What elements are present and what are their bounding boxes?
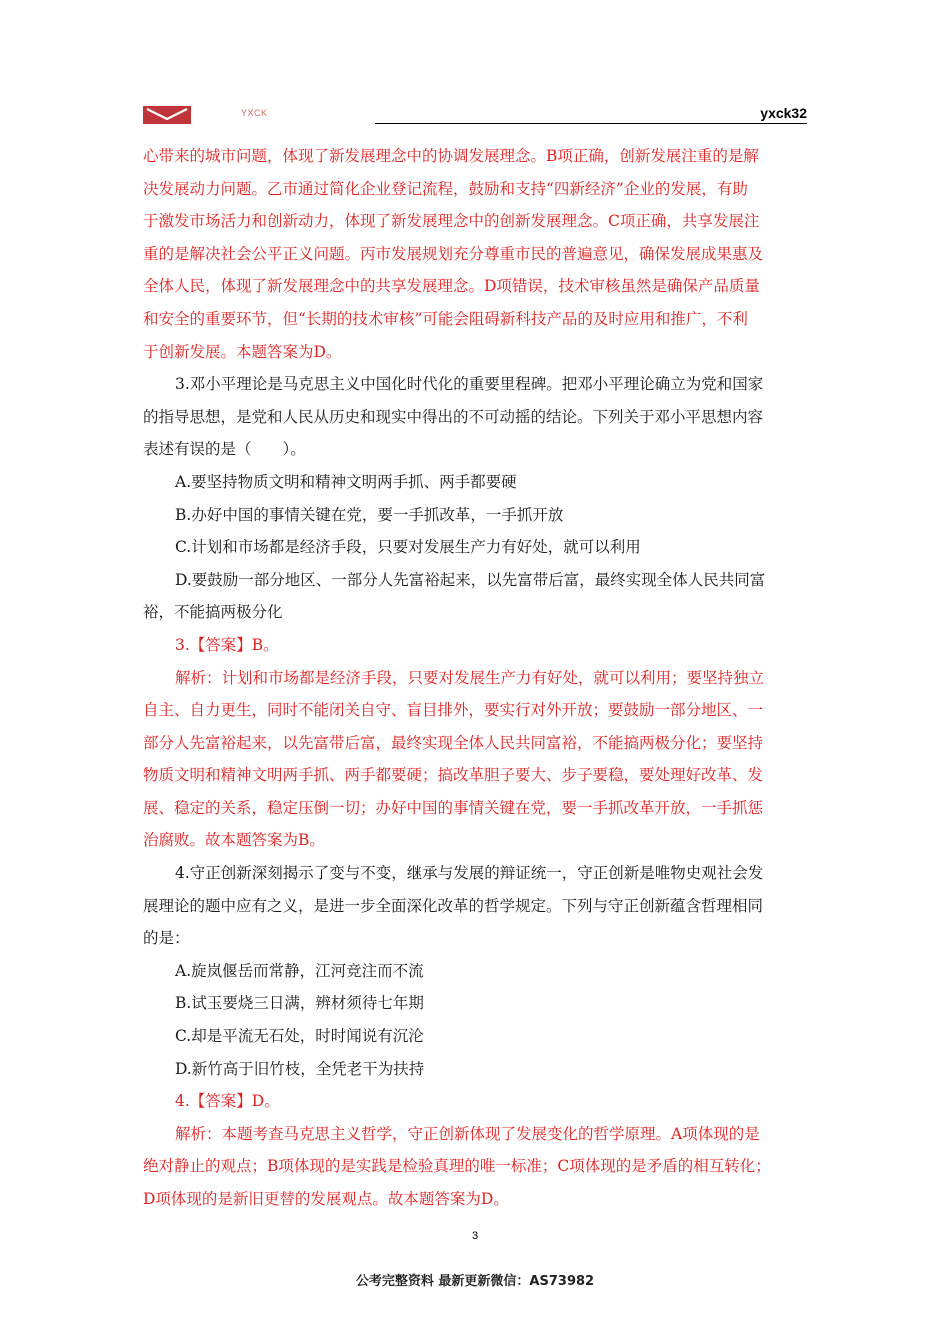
q4-explanation-line: 解析：本题考查马克思主义哲学，守正创新体现了发展变化的哲学原理。A项体现的是 [175, 1124, 760, 1143]
q3-explanation-line: 展、稳定的关系，稳定压倒一切；办好中国的事情关键在党，要一手抓改革开放，一手抓惩 [143, 798, 764, 817]
q3-option-b: B.办好中国的事情关键在党，要一手抓改革，一手抓开放 [175, 505, 564, 524]
logo-text: YXCK [241, 108, 268, 118]
page-header [143, 100, 807, 126]
q4-option-d: D.新竹高于旧竹枝，全凭老干为扶持 [175, 1059, 425, 1078]
footer-note: 公考完整资料 最新更新微信：AS73982 [355, 1274, 595, 1289]
q4-explanation-line: D项体现的是新旧更替的发展观点。故本题答案为D。 [143, 1190, 509, 1208]
q3-explanation-line: 部分人先富裕起来，以先富带后富，最终实现全体人民共同富裕，不能搞两极分化；要坚持 [143, 733, 764, 752]
q2-explanation-line: 重的是解决社会公平正义问题。丙市发展规划充分尊重市民的普遍意见，确保发展成果惠及 [143, 244, 764, 263]
document-body [143, 140, 807, 1216]
q3-stem-line: 表述有误的是（ ）。 [143, 440, 306, 459]
q4-option-c: C.却是平流无石处，时时闻说有沉沦 [175, 1027, 424, 1046]
header-code: yxck32 [760, 105, 807, 121]
q3-option-d-continued: 裕，不能搞两极分化 [143, 603, 283, 622]
q3-option-d: D.要鼓励一部分地区、一部分人先富裕起来，以先富带后富，最终实现全体人民共同富 [175, 570, 766, 589]
q4-option-b: B.试玉要烧三日满，辨材须待七年期 [175, 994, 424, 1013]
q4-stem-line: 4.守正创新深刻揭示了变与不变，继承与发展的辩证统一，守正创新是唯物史观社会发 [175, 864, 764, 883]
q3-option-a: A.要坚持物质文明和精神文明两手抓、两手都要硬 [175, 472, 517, 491]
q4-stem-line: 展理论的题中应有之义，是进一步全面深化改革的哲学规定。下列与守正创新蕴含哲理相同 [143, 896, 764, 915]
q3-explanation-line: 解析：计划和市场都是经济手段，只要对发展生产力有好处，就可以利用；要坚持独立 [175, 668, 765, 687]
header-divider [375, 123, 807, 124]
q3-explanation-line: 自主、自力更生，同时不能闭关自守、盲目排外，要实行对外开放；要鼓励一部分地区、一 [143, 701, 764, 720]
q3-stem-line: 3.邓小平理论是马克思主义中国化时代化的重要里程碑。把邓小平理论确立为党和国家 [175, 375, 764, 394]
q3-answer: 3.【答案】B。 [175, 635, 279, 654]
q2-explanation-line: 全体人民，体现了新发展理念中的共享发展理念。D项错误，技术审核虽然是确保产品质量 [143, 277, 760, 296]
q2-explanation-line: 于激发市场活力和创新动力，体现了新发展理念中的创新发展理念。C项正确，共享发展注 [143, 212, 760, 231]
q3-explanation-line: 治腐败。故本题答案为B。 [143, 831, 325, 850]
q2-explanation-line: 心带来的城市问题，体现了新发展理念中的协调发展理念。B项正确，创新发展注重的是解 [143, 147, 759, 165]
logo-icon [143, 106, 191, 124]
q3-explanation-line: 物质文明和精神文明两手抓、两手都要硬；搞改革胆子要大、步子要稳，要处理好改革、发 [143, 766, 764, 785]
q4-option-a: A.旋岚偃岳而常静，江河竞注而不流 [175, 961, 424, 980]
q4-explanation-line: 绝对静止的观点；B项体现的是实践是检验真理的唯一标准；C项体现的是矛盾的相互转化； [143, 1157, 771, 1176]
page-number: 3 [471, 1230, 479, 1242]
q2-explanation-line: 决发展动力问题。乙市通过简化企业登记流程，鼓励和支持“四新经济”企业的发展，有助 [143, 179, 748, 198]
q2-explanation-line: 于创新发展。本题答案为D。 [143, 342, 342, 361]
q4-answer: 4.【答案】D。 [175, 1092, 280, 1111]
q3-stem-line: 的指导思想，是党和人民从历史和现实中得出的不可动摇的结论。下列关于邓小平思想内容 [143, 407, 764, 426]
q4-stem-line: 的是： [143, 929, 190, 948]
q2-explanation-line: 和安全的重要环节，但“长期的技术审核”可能会阻碍新科技产品的及时应用和推广，不利 [143, 309, 748, 328]
q3-option-c: C.计划和市场都是经济手段，只要对发展生产力有好处，就可以利用 [175, 538, 641, 557]
